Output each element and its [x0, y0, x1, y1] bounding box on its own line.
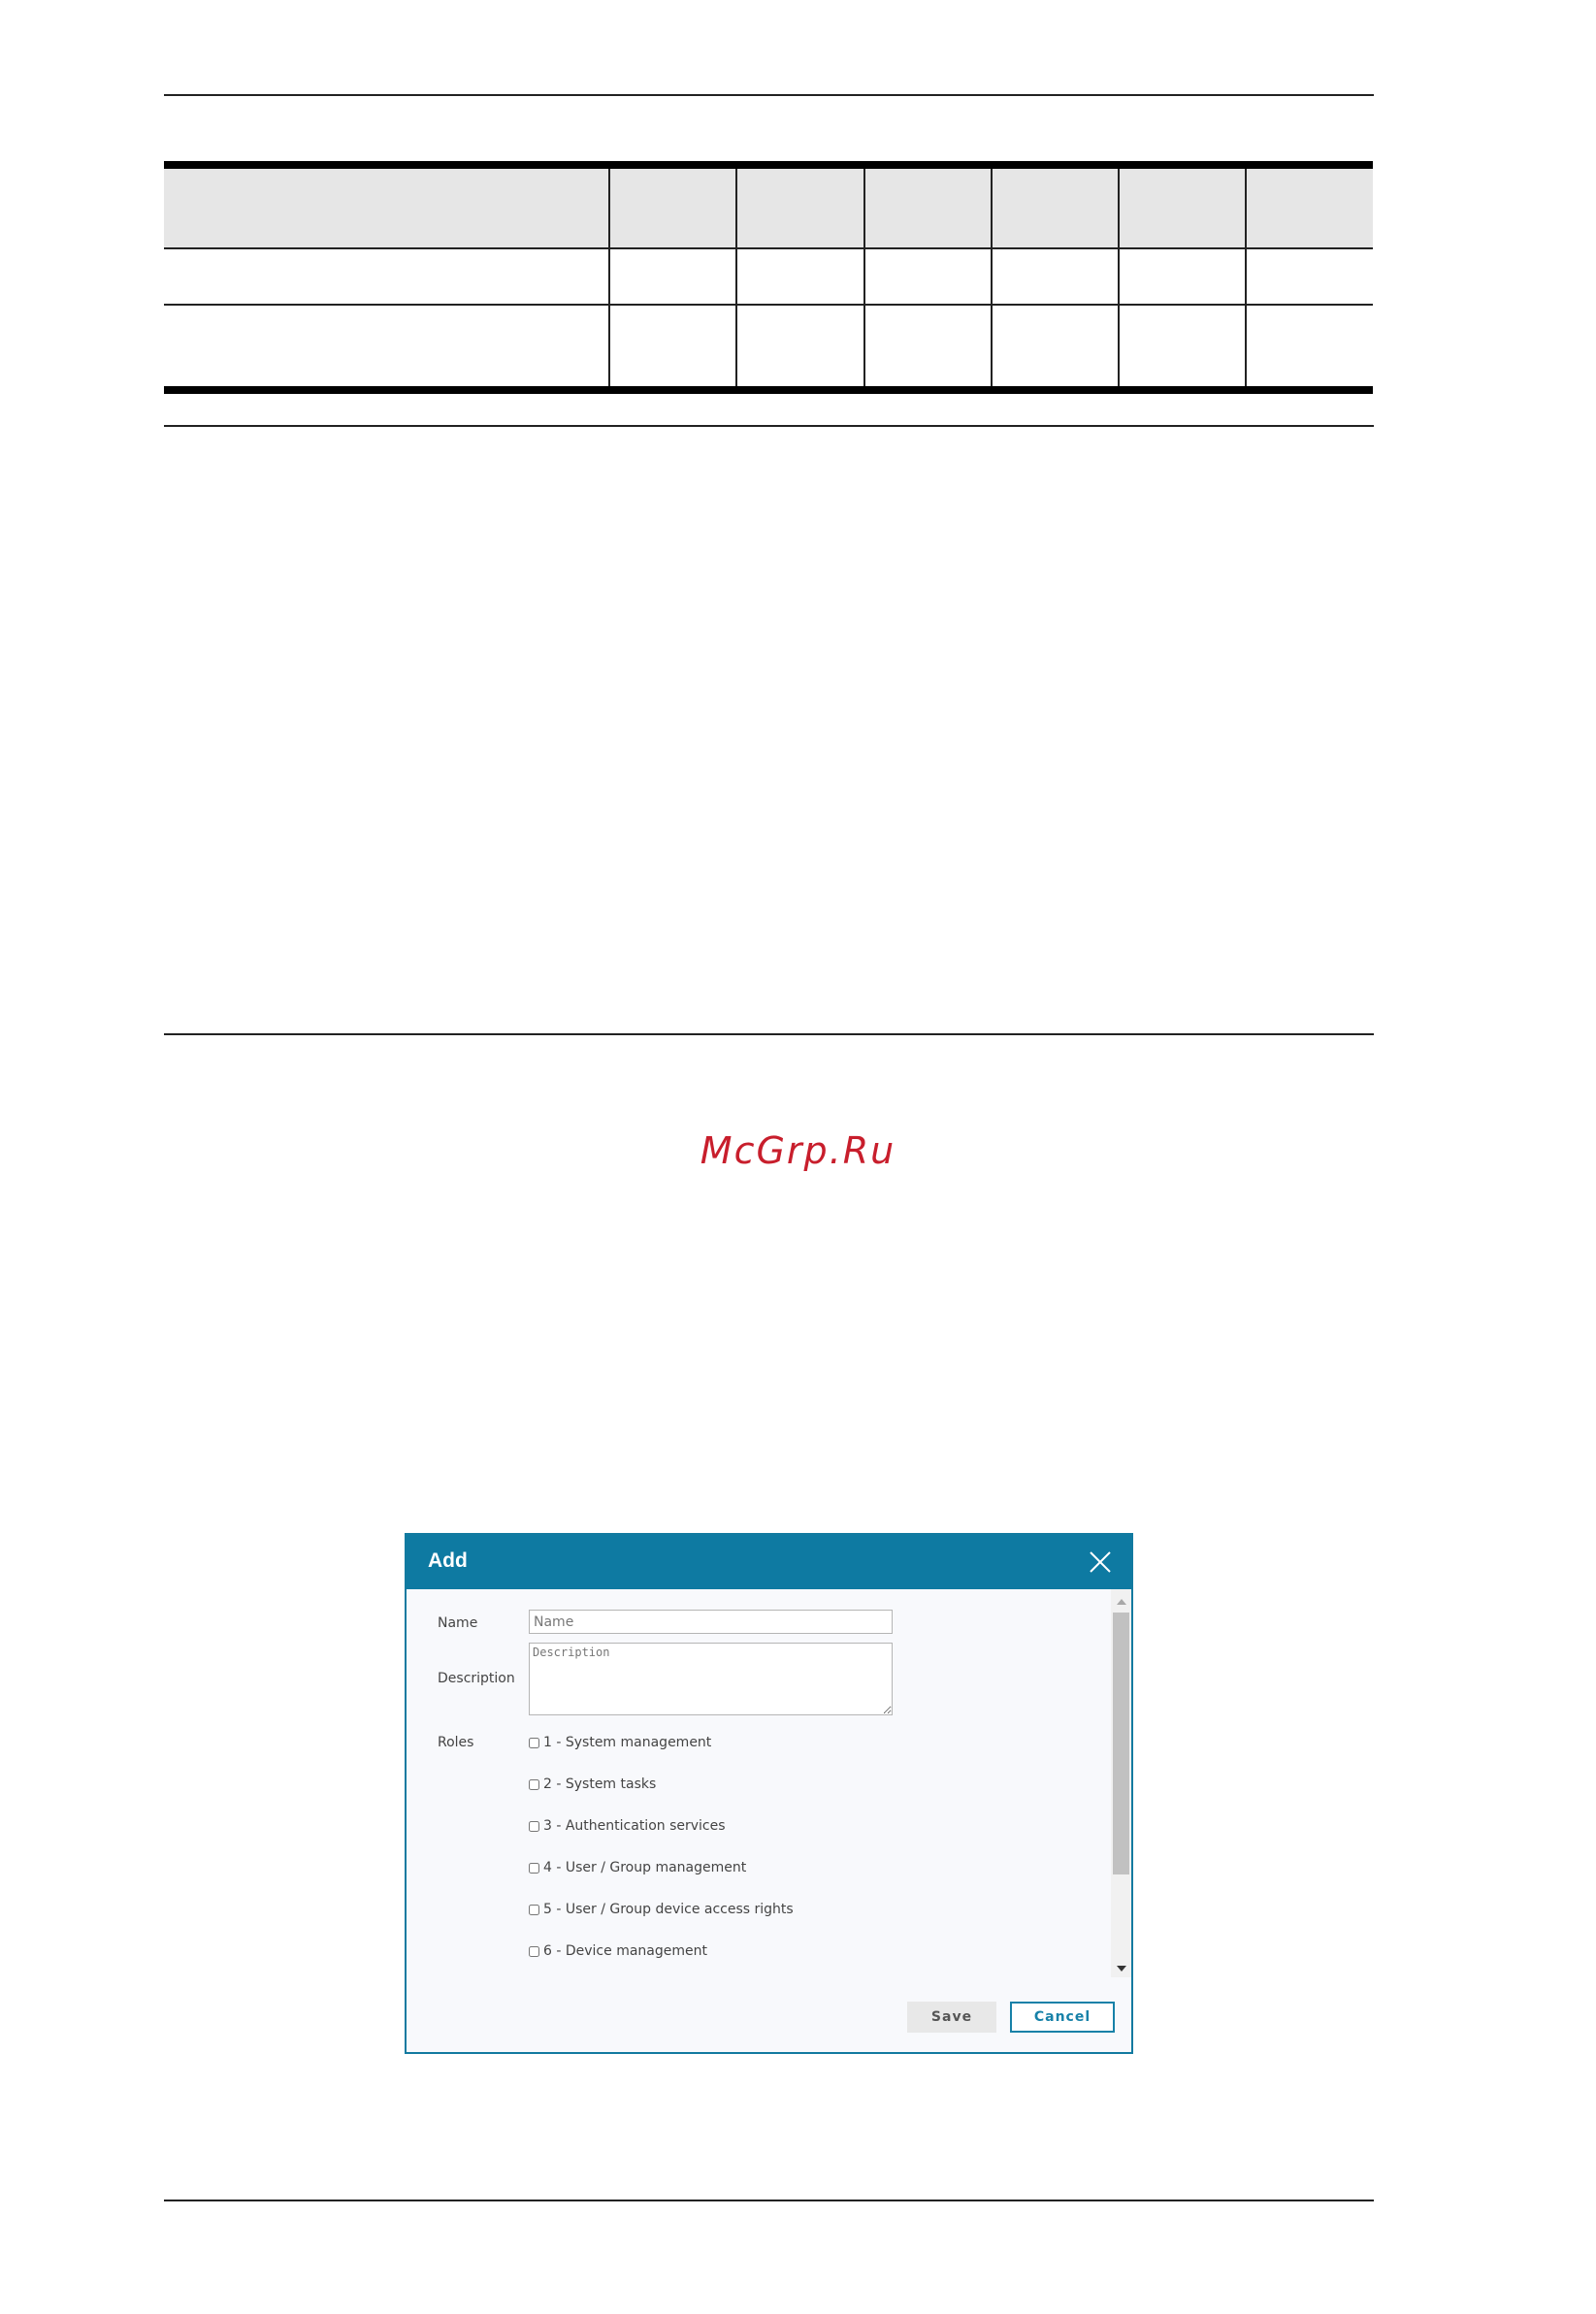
table-header-cell — [864, 165, 992, 248]
table-row — [164, 248, 1373, 305]
role-option-system-tasks[interactable] — [529, 1775, 656, 1794]
table-cell — [164, 248, 609, 305]
watermark-text: McGrp.Ru — [700, 1129, 896, 1172]
table-header-cell — [736, 165, 863, 248]
top-rule — [164, 94, 1374, 96]
roles-label: Roles — [438, 1735, 474, 1750]
name-input[interactable] — [529, 1610, 893, 1634]
table-header-cell — [164, 165, 609, 248]
table-header-cell — [1246, 165, 1373, 248]
name-label: Name — [438, 1615, 478, 1631]
table-cell — [736, 305, 863, 390]
role-label: 1 - System management — [543, 1735, 712, 1750]
scroll-down-icon[interactable] — [1117, 1966, 1126, 1972]
table-cell — [609, 305, 736, 390]
role-checkbox[interactable] — [529, 1779, 539, 1790]
table-header-row — [164, 165, 1373, 248]
role-checkbox[interactable] — [529, 1821, 539, 1832]
dialog-scrollbar[interactable] — [1111, 1589, 1131, 1977]
dialog-header — [407, 1535, 1131, 1589]
scroll-up-icon[interactable] — [1117, 1599, 1126, 1605]
role-label: 6 - Device management — [543, 1943, 707, 1959]
role-label: 4 - User / Group management — [543, 1860, 747, 1875]
table-cell — [736, 248, 863, 305]
dialog-title: Add — [428, 1549, 468, 1572]
role-checkbox[interactable] — [529, 1863, 539, 1874]
table-cell — [1119, 305, 1246, 390]
cancel-button[interactable]: Cancel — [1010, 2002, 1115, 2033]
table-header-cell — [1119, 165, 1246, 248]
table-cell — [864, 248, 992, 305]
add-dialog — [405, 1533, 1133, 2054]
role-checkbox[interactable] — [529, 1905, 539, 1915]
table-header-cell — [609, 165, 736, 248]
table-header-cell — [992, 165, 1119, 248]
role-checkbox[interactable] — [529, 1738, 539, 1748]
table-cell — [1119, 248, 1246, 305]
table-cell — [609, 248, 736, 305]
scroll-thumb[interactable] — [1113, 1613, 1129, 1874]
footer-rule — [164, 2200, 1374, 2201]
role-checkbox[interactable] — [529, 1946, 539, 1957]
section-rule — [164, 1033, 1374, 1035]
table-cell — [864, 305, 992, 390]
specification-table — [164, 161, 1373, 394]
table-cell — [1246, 305, 1373, 390]
table-row — [164, 305, 1373, 390]
table-cell — [992, 248, 1119, 305]
role-option-authentication-services[interactable] — [529, 1816, 726, 1836]
role-option-device-management[interactable] — [529, 1941, 707, 1961]
save-button[interactable]: Save — [907, 2002, 996, 2033]
role-option-user-group-management[interactable] — [529, 1858, 746, 1877]
role-label: 2 - System tasks — [543, 1776, 657, 1792]
section-rule — [164, 425, 1374, 427]
description-input[interactable] — [529, 1643, 893, 1715]
role-label: 5 - User / Group device access rights — [543, 1902, 794, 1917]
role-label: 3 - Authentication services — [543, 1818, 726, 1834]
description-label: Description — [438, 1671, 515, 1686]
close-icon[interactable] — [1089, 1550, 1112, 1574]
table-cell — [992, 305, 1119, 390]
table-cell — [1246, 248, 1373, 305]
role-option-system-management[interactable] — [529, 1733, 711, 1752]
table-cell — [164, 305, 609, 390]
role-option-device-access-rights[interactable] — [529, 1900, 794, 1919]
